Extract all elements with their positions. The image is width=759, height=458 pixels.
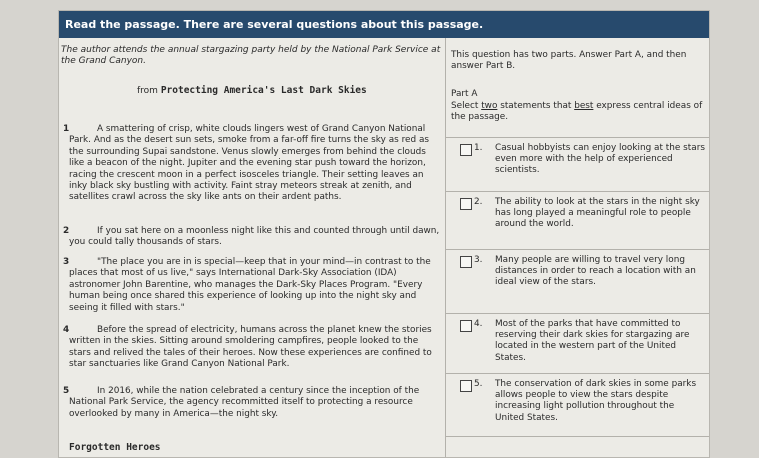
checkbox[interactable] (460, 320, 472, 332)
source-prefix: from (137, 86, 158, 96)
paragraph-text: In 2016, while the nation celebrated a century since the inception of the National Park Service, the agency recommitted itself to protecting a resource overlooked by many in America—the night sky. (69, 386, 420, 419)
paragraph-text: "The place you are in is special—keep that in your mind—in contrast to the places that most of us live," says International Dark-Sky Association (IDA) astronomer John Barentine, who manages the Dark-Sky Places Program. "Every human being once shared this experience of looking up into the night sky and seeing it filled with stars." (69, 257, 431, 313)
answer-option-4[interactable] (446, 313, 709, 373)
passage-source (137, 85, 437, 96)
section-heading: Forgotten Heroes (69, 442, 161, 453)
option-text: Many people are willing to travel very long distances in order to reach a location with an ideal view of the stars. (495, 255, 696, 288)
paragraph-number: 3 (63, 257, 70, 267)
answer-option-1[interactable] (446, 137, 709, 191)
option-text: Casual hobbyists can enjoy looking at the stars even more with the help of experienced scientists. (495, 143, 705, 176)
option-label (474, 197, 705, 231)
assessment-window (58, 10, 710, 458)
option-label (474, 143, 705, 177)
passage-intro: The author attends the annual stargazing party held by the National Park Service at the Grand Canyon. (61, 45, 441, 66)
option-number: 2. (474, 197, 483, 207)
answer-option-divider (446, 436, 709, 457)
paragraph-5 (63, 386, 441, 420)
question-prompt (451, 101, 706, 124)
paragraph-4 (63, 325, 441, 371)
answer-option-3[interactable] (446, 249, 709, 313)
source-title: Protecting America's Last Dark Skies (160, 85, 367, 96)
checkbox[interactable] (460, 256, 472, 268)
prompt-middle: statements that (497, 101, 575, 111)
paragraph-1 (63, 124, 441, 204)
paragraph-text: If you sat here on a moonless night like this and counted through until dawn, you could tally thousands of stars. (69, 226, 440, 248)
part-label: Part A (451, 89, 478, 99)
prompt-emphasis-two: two (481, 101, 498, 111)
directions-text: Read the passage. There are several questions about this passage. (65, 18, 484, 31)
paragraph-number: 4 (63, 325, 70, 335)
option-number: 1. (474, 143, 483, 153)
option-text: The ability to look at the stars in the night sky has long played a meaningful role to people around the world. (495, 197, 700, 230)
checkbox[interactable] (460, 198, 472, 210)
paragraph-number: 5 (63, 386, 70, 396)
question-panel[interactable] (446, 38, 709, 457)
option-label (474, 319, 705, 364)
option-label (474, 379, 705, 424)
paragraph-text: Before the spread of electricity, humans across the planet knew the stories written in the skies. Sitting around smoldering campfires, people looked to the stars and relived the tales of their heroes. Now these experiences are confined to star sanctuaries like Grand Canyon National Park. (69, 325, 432, 370)
option-text: The conservation of dark skies in some parks allows people to view the stars despite increasing light pollution throughout the United States. (495, 379, 697, 423)
checkbox[interactable] (460, 380, 472, 392)
option-number: 5. (474, 379, 483, 389)
prompt-end: express central ideas of the passage. (451, 101, 703, 123)
answer-option-5[interactable] (446, 373, 709, 436)
question-instructions: This question has two parts. Answer Part A, and then answer Part B. (451, 50, 687, 72)
directions-header (59, 11, 709, 38)
checkbox[interactable] (460, 144, 472, 156)
paragraph-2 (63, 226, 441, 249)
option-text: Most of the parks that have committed to reserving their dark skies for stargazing are located in the western part of the United States. (495, 319, 690, 363)
passage-panel[interactable] (59, 38, 446, 457)
answer-option-2[interactable] (446, 191, 709, 249)
option-number: 4. (474, 319, 483, 329)
prompt-start: Select (451, 101, 482, 111)
paragraph-number: 2 (63, 226, 70, 236)
prompt-emphasis-best: best (574, 101, 594, 111)
option-number: 3. (474, 255, 483, 265)
option-label (474, 255, 705, 289)
paragraph-text: A smattering of crisp, white clouds lingers west of Grand Canyon National Park. And as the desert sun sets, smoke from a far-off fire turns the sky as red as the surrounding Supai sandstone. Venus slowly emerges from behind the clouds like a beacon of the night. Jupiter and the evening star push toward the horizon, racing the crescent moon in a perfect isosceles triangle. Their setting leaves an inky black sky bustling with activity. Faint stray meteors streak at zenith, and satellites crawl across the sky like ants on their ardent paths. (69, 124, 430, 203)
paragraph-number: 1 (63, 124, 70, 134)
paragraph-3 (63, 257, 441, 314)
